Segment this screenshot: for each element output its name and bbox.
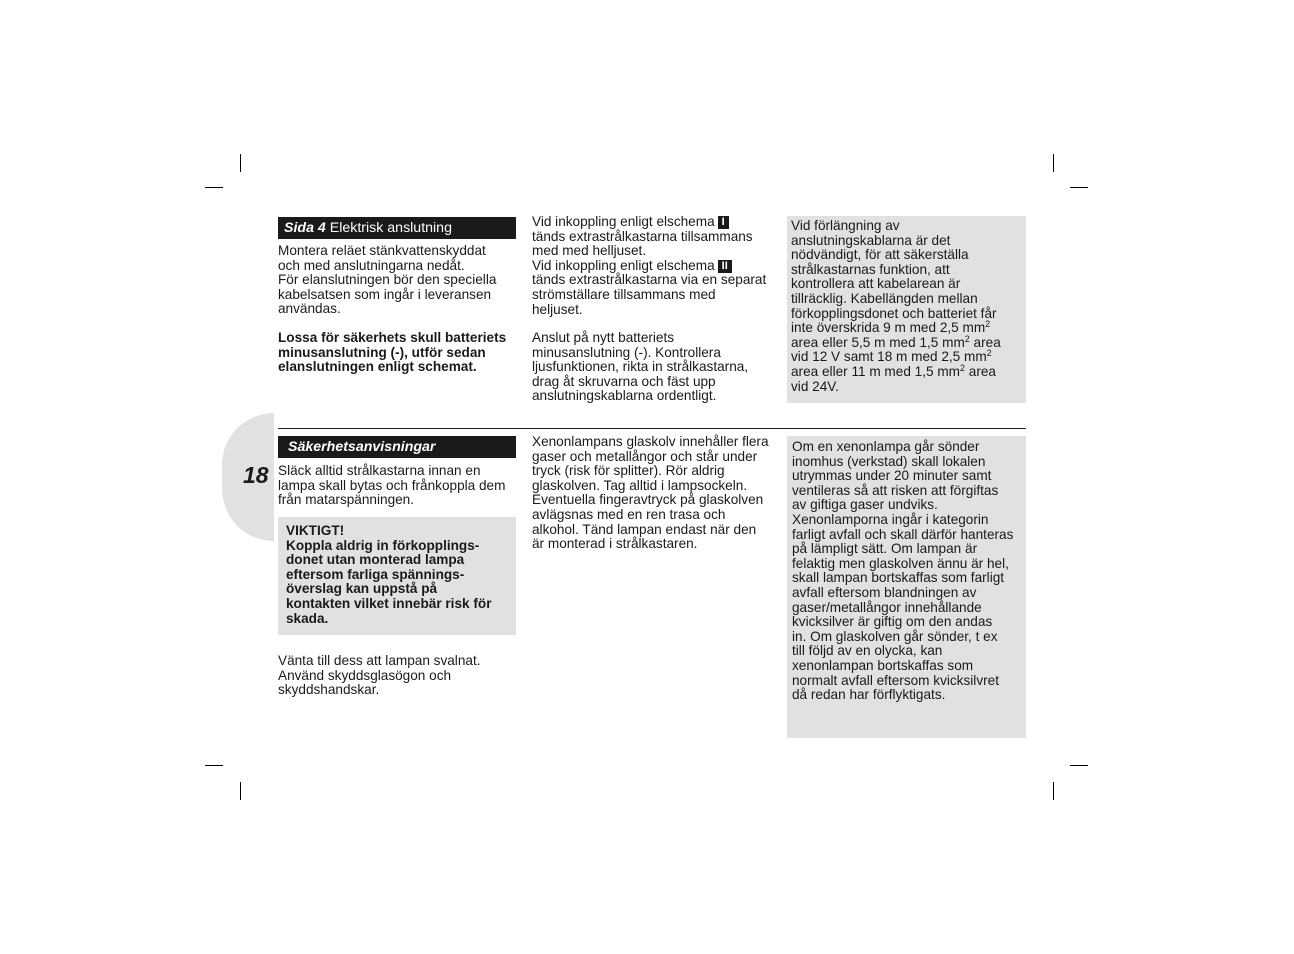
warning-text xyxy=(286,524,514,626)
warning-title: VIKTIGT! xyxy=(286,523,345,538)
text-line: från matarspänningen. xyxy=(278,492,415,508)
text-line: kontrollera att kabelarean är xyxy=(791,276,961,292)
text-line: inomhus (verkstad) skall lokalen xyxy=(792,453,986,469)
text-line: tryck (risk för splitter). Rör aldrig xyxy=(532,463,725,479)
text-line: av giftiga gaser undviks. xyxy=(792,497,938,513)
disposal-text xyxy=(792,440,1026,703)
text-line: kontakten vilket innebär risk för xyxy=(286,595,492,611)
cable-extension-text xyxy=(791,219,1026,394)
text-line: area xyxy=(969,334,1001,350)
text-line: ljusfunktionen, rikta in strålkastarna, xyxy=(532,359,749,375)
text-line: Släck alltid strålkastarna innan en xyxy=(278,463,481,478)
text-line: elanslutningen enligt schemat. xyxy=(278,359,477,375)
text-line: Om en xenonlampa går sönder xyxy=(792,439,980,454)
heading-page-ref: Sida 4 xyxy=(284,220,326,236)
text-line: avfall eftersom blandningen av xyxy=(792,584,977,600)
heading-title: Säkerhetsanvisningar xyxy=(288,439,436,455)
text-line: och med anslutningarna nedåt. xyxy=(278,257,465,273)
wiring-schema-text xyxy=(532,215,782,317)
text-line: felaktig men glaskolven ännu är hel, xyxy=(792,555,1009,571)
text-line: då redan har förflyktigats. xyxy=(792,687,946,703)
text-line: användas. xyxy=(278,301,341,317)
text-line: in. Om glaskolven går sönder, t ex xyxy=(792,628,998,644)
schema-badge-2: II xyxy=(718,260,732,273)
heading-title: Elektrisk anslutning xyxy=(325,220,452,236)
text-line: alkohol. Tänd lampan endast när den xyxy=(532,521,757,537)
crop-mark xyxy=(1070,765,1088,766)
text-line: med med helljuset. xyxy=(532,243,647,259)
text-line: överslag kan uppstå på xyxy=(286,581,438,597)
text-line: på lämpligt sätt. Om lampan är xyxy=(792,541,978,557)
schema-badge-1: I xyxy=(718,216,729,229)
text-line: area eller 11 m med 1,5 mm xyxy=(791,363,960,379)
text-line: tillräcklig. Kabellängden mellan xyxy=(791,290,978,306)
text-line: heljuset. xyxy=(532,301,583,317)
section-divider xyxy=(278,428,1026,429)
section-heading-electrical xyxy=(278,217,516,239)
crop-mark xyxy=(1053,154,1054,172)
text-line: Vid förlängning av xyxy=(791,218,900,233)
text-line: kabelsatsen som ingår i leveransen xyxy=(278,286,492,302)
text-line: Vid inkoppling enligt elschema xyxy=(532,257,715,273)
superscript: 2 xyxy=(964,333,970,344)
text-line: gaser/metallångor innehållande xyxy=(792,599,982,615)
text-line: Koppla aldrig in förkopplings- xyxy=(286,537,480,553)
text-line: tänds extrastrålkastarna tillsammans xyxy=(532,228,753,244)
text-line: vid 12 V samt 18 m med 2,5 mm xyxy=(791,349,987,365)
text-line: till följd av en olycka, kan xyxy=(792,643,943,659)
text-line: lampa skall bytas och frånkoppla dem xyxy=(278,477,506,493)
text-line: glaskolven. Tag alltid i lampsockeln. xyxy=(532,477,748,493)
text-line: donet utan monterad lampa xyxy=(286,552,465,568)
text-line: Vid inkoppling enligt elschema xyxy=(532,214,715,229)
text-line: eftersom farliga spännings- xyxy=(286,566,465,582)
electrical-intro xyxy=(278,244,523,317)
text-line: strömställare tillsammans med xyxy=(532,286,716,302)
crop-mark xyxy=(240,782,241,800)
text-line: ventileras så att risken att förgiftas xyxy=(792,482,999,498)
safety-intro xyxy=(278,464,523,508)
text-line: avlägsnas med en ren trasa och xyxy=(532,506,726,522)
text-line: skada. xyxy=(286,610,329,626)
text-line: drag åt skruvarna och fäst upp xyxy=(532,373,716,389)
text-line: inte överskrida 9 m med 2,5 mm xyxy=(791,320,986,336)
text-line: Xenonlamporna ingår i kategorin xyxy=(792,511,989,527)
text-line: skall lampan bortskaffas som farligt xyxy=(792,570,1005,586)
text-line: Eventuella fingeravtryck på glaskolven xyxy=(532,492,764,508)
text-line: minusanslutning (-), utför sedan xyxy=(278,344,486,360)
text-line: För elanslutningen bör den speciella xyxy=(278,272,497,288)
text-line: nödvändigt, för att säkerställa xyxy=(791,247,969,263)
section-heading-safety xyxy=(278,436,516,458)
superscript: 2 xyxy=(986,348,992,359)
text-line: utrymmas under 20 minuter samt xyxy=(792,468,992,484)
text-line: Lossa för säkerhets skull batteriets xyxy=(278,330,507,345)
crop-mark xyxy=(240,154,241,172)
text-line: strålkastarnas funktion, att xyxy=(791,261,950,277)
xenon-bulb-text xyxy=(532,435,782,552)
battery-warning xyxy=(278,331,523,375)
text-line: Använd skyddsglasögon och xyxy=(278,667,452,683)
cooldown-text xyxy=(278,654,523,698)
reconnect-text xyxy=(532,331,782,404)
superscript: 2 xyxy=(985,319,991,330)
text-line: förkopplingsdonet och batteriet får xyxy=(791,305,997,321)
text-line: skyddshandskar. xyxy=(278,682,380,698)
text-line: area eller 5,5 m med 1,5 mm xyxy=(791,334,965,350)
crop-mark xyxy=(1070,187,1088,188)
text-line: farligt avfall och skall därför hanteras xyxy=(792,526,1014,542)
text-line: minusanslutning (-). Kontrollera xyxy=(532,344,721,360)
text-line: gaser och metallångor och står under xyxy=(532,448,758,464)
text-line: är monterad i strålkastaren. xyxy=(532,536,698,552)
text-line: kvicksilver är giftig om den andas xyxy=(792,614,993,630)
crop-mark xyxy=(205,765,223,766)
text-line: anslutningskablarna ordentligt. xyxy=(532,388,717,404)
text-line: Xenonlampans glaskolv innehåller flera xyxy=(532,434,769,449)
superscript: 2 xyxy=(959,362,965,373)
text-line: Vänta till dess att lampan svalnat. xyxy=(278,653,481,668)
text-line: vid 24V. xyxy=(791,378,839,394)
page-number: 18 xyxy=(243,462,269,488)
text-line: area xyxy=(965,363,996,379)
text-line: anslutningskablarna är det xyxy=(791,232,951,248)
text-line: xenonlampan bortskaffas som xyxy=(792,657,974,673)
crop-mark xyxy=(1053,782,1054,800)
crop-mark xyxy=(205,187,223,188)
text-line: tänds extrastrålkastarna via en separat xyxy=(532,272,767,288)
text-line: Montera reläet stänkvattenskyddat xyxy=(278,243,486,258)
text-line: Anslut på nytt batteriets xyxy=(532,330,675,345)
text-line: normalt avfall eftersom kvicksilvret xyxy=(792,672,999,688)
